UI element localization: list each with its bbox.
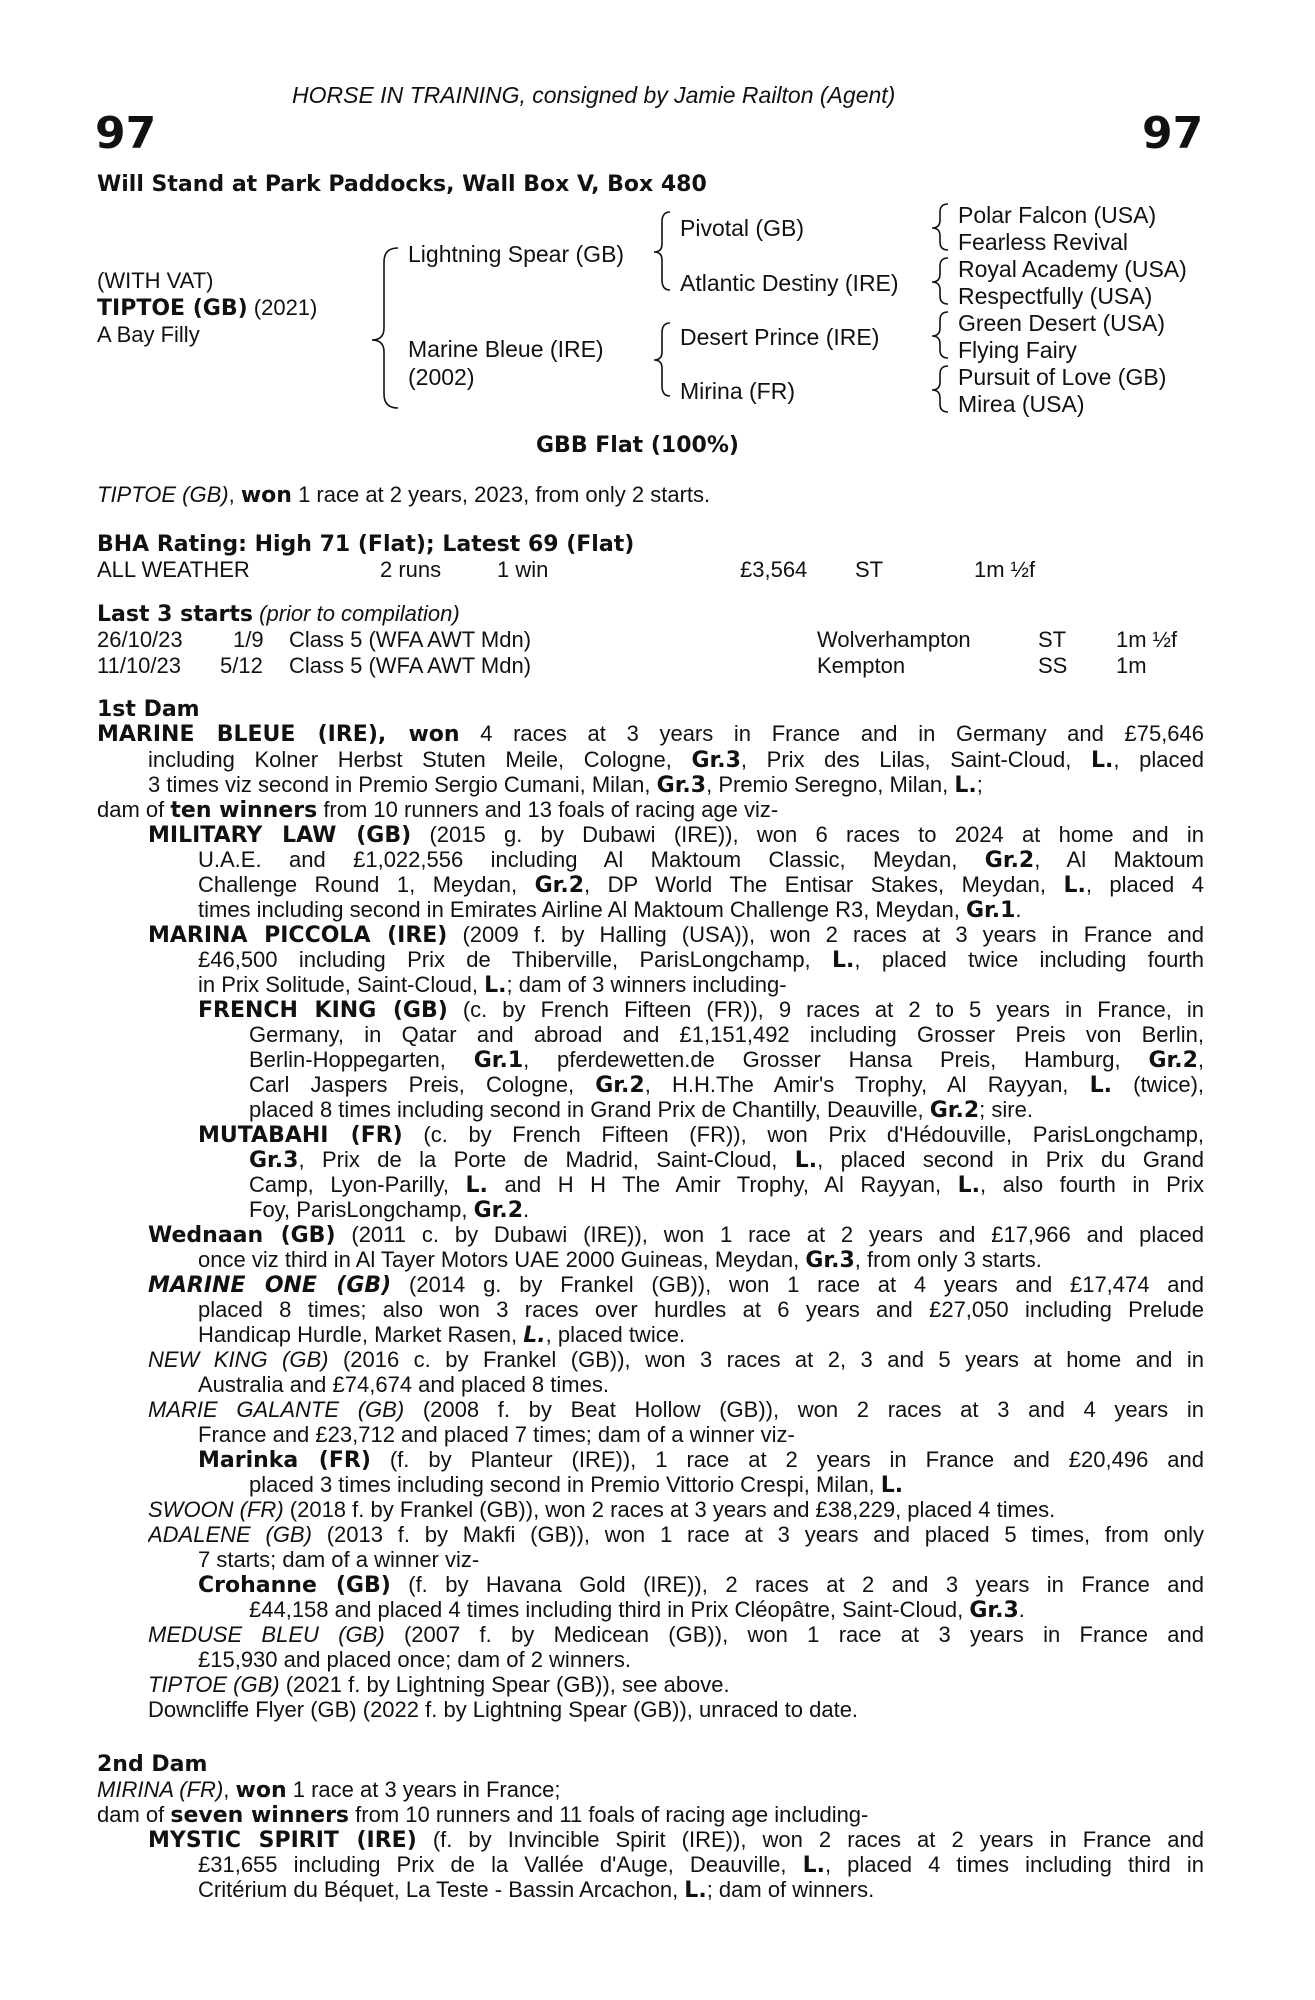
summary-won: won [240,483,292,508]
progeny-line [148,822,1204,848]
progeny-line [198,1122,1204,1148]
progeny-text: (c. by French Fifteen (FR)), 9 races at 2 to 5 years in France, in [447,997,1204,1022]
progeny-text: £44,158 and placed 4 times including third in Prix Cléopâtre, Saint-Cloud, [249,1597,970,1622]
dam-text: , placed [1113,747,1204,772]
progeny-text: (f. by Planteur (IRE)), 1 race at 2 years in France and £20,496 and [370,1447,1204,1472]
winners-count: seven winners [170,1803,350,1828]
last-starts-note: (prior to compilation) [253,601,460,626]
won-label: , won [377,722,460,747]
progeny-name: SWOON (FR) [148,1497,284,1522]
dam-dam: Mirina (FR) [680,378,795,404]
progeny-text: (f. by Havana Gold (IRE)), 2 races at 2 and 3 years in France and [390,1572,1204,1597]
dam-line [97,721,1204,747]
progeny-line [148,1272,1204,1298]
consignor-line: HORSE IN TRAINING, consigned by Jamie Railton (Agent) [292,82,896,108]
progeny-line [198,997,1204,1023]
grade: Gr.3 [691,748,741,773]
dam-text: 4 races at 3 years in France and in Germany and £75,646 [459,721,1204,746]
progeny-text: times including second in Emirates Airline Al Maktoum Challenge R3, Meydan, [198,897,966,922]
progeny-name: Wednaan (GB) [148,1223,336,1248]
dam-text: dam of [97,1802,171,1827]
grade: Gr.2 [1148,1048,1198,1073]
progeny-text: once viz third in Al Tayer Motors UAE 2000 Guineas, Meydan, [198,1247,806,1272]
grade: Gr.1 [965,898,1016,923]
lot-number-right: 97 [1142,108,1204,159]
grandparent-6: Flying Fairy [958,337,1077,363]
progeny-line [148,922,1204,948]
bha-distance: 1m ½f [974,557,1036,582]
progeny-text: Critérium du Béquet, La Teste - Bassin Arcachon, [198,1877,685,1902]
progeny-text: Camp, Lyon-Parilly, [249,1172,466,1197]
progeny-name: ADALENE (GB) [148,1522,312,1547]
listed: L. [880,1473,904,1498]
dam-text: dam of [97,797,171,822]
summary-name: TIPTOE (GB) [97,482,229,507]
progeny-text: . [523,1197,530,1222]
winners-count: ten winners [170,798,318,823]
progeny-text: Challenge Round 1, Meydan, [198,872,535,897]
dam-line [97,1777,561,1803]
progeny-text: , also fourth in Prix [980,1172,1204,1197]
start-course: Wolverhampton [817,627,971,652]
progeny-text: placed 3 times including second in Premio Vittorio Crespi, Milan, [249,1472,881,1497]
progeny-text: and H H The Amir Trophy, Al Rayyan, [487,1172,958,1197]
progeny-name: MILITARY LAW (GB) [148,823,412,848]
progeny-text: Berlin-Hoppegarten, [249,1047,474,1072]
progeny-line [198,972,787,998]
progeny-line [198,1447,1204,1473]
grandparent-4: Respectfully (USA) [958,283,1153,309]
dam-text: 1 race at 3 years in France; [286,1777,561,1802]
grade: Gr.3 [969,1598,1019,1623]
progeny-line: Australia and £74,674 and placed 8 times. [198,1372,609,1397]
progeny-text: (2021 f. by Lightning Spear (GB)), see above. [279,1672,730,1697]
grandparent-8: Mirea (USA) [958,391,1085,417]
progeny-text: ; sire. [979,1097,1033,1122]
progeny-text: (2009 f. by Halling (USA)), won 2 races at 3 years in France and [447,922,1204,947]
dam-name: MARINE BLEUE (IRE) [97,722,378,747]
progeny-line [198,947,1204,973]
second-dam-heading: 2nd Dam [97,1752,208,1777]
progeny-name: MUTABAHI (FR) [198,1123,403,1148]
bha-wins: 1 win [497,557,549,582]
grade: Gr.2 [929,1098,980,1123]
progeny-text: ; dam of winners. [706,1877,875,1902]
progeny-line: France and £23,712 and placed 7 times; dam of a winner viz- [198,1422,795,1447]
progeny-line [198,1572,1204,1598]
bha-going: ST [855,557,884,582]
progeny-line [148,1672,730,1698]
progeny-text: (f. by Invincible Spirit (IRE)), won 2 races at 2 years in France and [416,1827,1204,1852]
dam-text: ; [976,772,983,797]
progeny-text: (2015 g. by Dubawi (IRE)), won 6 races to 2024 at home and in [411,822,1204,847]
progeny-text: , DP World The Entisar Stakes, Meydan, [584,872,1064,897]
start-position: 5/12 [220,653,263,678]
progeny-name: MEDUSE BLEU (GB) [148,1622,385,1647]
progeny-line [148,1522,1204,1548]
progeny-line: £15,930 and placed once; dam of 2 winners. [198,1647,631,1672]
progeny-name: Crohanne (GB) [198,1573,391,1598]
grandparent-3: Royal Academy (USA) [958,256,1187,282]
start-surface: ST [1038,627,1067,652]
progeny-line [198,1852,1204,1878]
grandparent-7: Pursuit of Love (GB) [958,364,1167,390]
bha-surface: ALL WEATHER [97,557,250,582]
progeny-name: MYSTIC SPIRIT (IRE) [148,1828,417,1853]
progeny-line [198,897,1022,923]
start-date: 26/10/23 [97,627,183,652]
progeny-text: , placed twice including fourth [854,947,1204,972]
start-distance: 1m [1116,653,1147,678]
grade: Gr.2 [534,873,584,898]
bha-rating: BHA Rating: High 71 (Flat); Latest 69 (Flat) [97,532,635,557]
progeny-text: Handicap Hurdle, Market Rasen, [198,1322,524,1347]
dam-line [148,772,983,798]
grandparent-1: Polar Falcon (USA) [958,202,1157,228]
start-distance: 1m ½f [1116,627,1178,652]
progeny-text: (2013 f. by Makfi (GB)), won 1 race at 3 years and placed 5 times, from only [311,1522,1204,1547]
listed: L. [1063,873,1086,898]
listed: L. [957,1173,981,1198]
listed: L. [1091,748,1114,773]
dam: Marine Bleue (IRE) [408,336,604,362]
progeny-line [148,1497,1055,1523]
dam-text: , Premio Seregno, Milan, [706,772,955,797]
progeny-line [249,1597,1025,1623]
grade: Gr.3 [805,1248,855,1273]
grade: Gr.3 [249,1148,299,1173]
progeny-text: , pferdewetten.de Grosser Hansa Preis, Hamburg, [523,1047,1149,1072]
progeny-line [249,1147,1204,1173]
progeny-name: MARINE ONE (GB) [148,1273,392,1298]
progeny-name: NEW KING (GB) [148,1347,329,1372]
progeny-line [249,1072,1204,1098]
progeny-text: , [1197,1047,1204,1072]
dam-text: from 10 runners and 11 foals of racing age including- [349,1802,869,1827]
progeny-text: (c. by French Fifteen (FR)), won Prix d'Hédouville, ParisLongchamp, [402,1122,1204,1147]
progeny-name: MARIE GALANTE (GB) [148,1397,405,1422]
listed: L. [484,973,507,998]
progeny-line [148,1622,1204,1648]
progeny-line [148,1222,1204,1248]
progeny-text: (twice), [1111,1072,1204,1097]
listed: L. [832,948,855,973]
listed: L. [954,773,977,798]
grade: Gr.3 [656,773,707,798]
listed: L. [794,1148,818,1173]
progeny-text: , placed second in Prix du Grand [817,1147,1204,1172]
start-class: Class 5 (WFA AWT Mdn) [289,653,532,678]
progeny-text: . [1018,1597,1025,1622]
grade: Gr.2 [984,848,1035,873]
horse-description: A Bay Filly [97,322,200,347]
progeny-line [249,1197,529,1223]
progeny-text: (2008 f. by Beat Hollow (GB)), won 2 races at 3 and 4 years in [404,1397,1204,1422]
sire-dam: Atlantic Destiny (IRE) [680,270,899,296]
last-starts-title: Last 3 starts [97,602,254,627]
progeny-text: Foy, ParisLongchamp, [249,1197,474,1222]
first-dam-heading: 1st Dam [97,697,200,722]
progeny-text: , placed 4 times including third in [824,1852,1204,1877]
progeny-text: £31,655 including Prix de la Vallée d'Auge, Deauville, [198,1852,803,1877]
grade: Gr.2 [595,1073,645,1098]
start-course: Kempton [817,653,906,678]
lot-number-left: 97 [95,108,157,159]
progeny-text: £46,500 including Prix de Thiberville, ParisLongchamp, [198,947,833,972]
progeny-text: , Al Maktoum [1034,847,1204,872]
race-summary: TIPTOE (GB), won 1 race at 2 years, 2023, from only 2 starts. [97,482,711,508]
stand-location: Will Stand at Park Paddocks, Wall Box V, Box 480 [97,172,707,197]
bha-prize: £3,564 [740,557,808,582]
progeny-line [249,1172,1204,1198]
dam-text: , Prix des Lilas, Saint-Cloud, [740,747,1092,772]
progeny-line [198,847,1204,873]
progeny-line [198,1322,685,1348]
won-label: won [235,1778,287,1803]
dam-text: 3 times viz second in Premio Sergio Cumani, Milan, [148,772,657,797]
dam-name: MIRINA (FR) [97,1777,224,1802]
start-class: Class 5 (WFA AWT Mdn) [289,627,532,652]
sire-sire: Pivotal (GB) [680,215,804,241]
bha-runs: 2 runs [380,557,442,582]
progeny-line [198,1877,874,1903]
last-starts-heading [97,601,460,628]
progeny-line [148,1347,1204,1373]
progeny-text: , Prix de la Porte de Madrid, Saint-Cloud, [298,1147,795,1172]
grade: Gr.2 [473,1198,524,1223]
progeny-name: TIPTOE (GB) [148,1672,280,1697]
progeny-text: Carl Jaspers Preis, Cologne, [249,1072,596,1097]
dam-text: including Kolner Herbst Stuten Meile, Cologne, [148,747,692,772]
summary-rest: 1 race at 2 years, 2023, from only 2 starts. [291,482,711,507]
sire: Lightning Spear (GB) [408,241,625,267]
progeny-text: (2016 c. by Frankel (GB)), won 3 races at 2, 3 and 5 years at home and in [328,1347,1204,1372]
dam-line [148,747,1204,773]
progeny-line [148,1397,1204,1423]
progeny-line [249,1047,1204,1073]
grandparent-5: Green Desert (USA) [958,310,1166,336]
dam-line [97,797,778,823]
progeny-text: (2014 g. by Frankel (GB)), won 1 race at 4 years and £17,474 and [391,1272,1204,1297]
progeny-text: (2007 f. by Medicean (GB)), won 1 race at 3 years in France and [384,1622,1204,1647]
progeny-text: , placed twice. [545,1322,686,1347]
progeny-text: ; dam of 3 winners including- [506,972,787,997]
listed: L. [684,1878,707,1903]
progeny-name: Marinka (FR) [198,1448,371,1473]
dam-line [97,1802,868,1828]
dam-text: , [223,1777,236,1802]
progeny-text: (2018 f. by Frankel (GB)), won 2 races at 3 years and £38,229, placed 4 times. [283,1497,1056,1522]
progeny-line [198,1247,1042,1273]
progeny-line [249,1472,903,1498]
dam-sire: Desert Prince (IRE) [680,324,880,350]
progeny-text: U.A.E. and £1,022,556 including Al Maktoum Classic, Meydan, [198,847,985,872]
dam-text: from 10 runners and 13 foals of racing age viz- [317,797,779,822]
grandparent-2: Fearless Revival [958,229,1128,255]
listed: L. [523,1323,546,1348]
progeny-line: placed 8 times; also won 3 races over hurdles at 6 years and £27,050 including Prelude [198,1297,1204,1322]
gbb-label: GBB Flat (100%) [536,433,739,458]
start-date: 11/10/23 [97,653,182,678]
listed: L. [465,1173,488,1198]
progeny-text: , placed 4 [1085,872,1204,897]
progeny-line [148,1827,1204,1853]
progeny-line: 7 starts; dam of a winner viz- [198,1547,480,1572]
progeny-text: in Prix Solitude, Saint-Cloud, [198,972,485,997]
progeny-text: placed 8 times including second in Grand Prix de Chantilly, Deauville, [249,1097,930,1122]
progeny-text: , H.H.The Amir's Trophy, Al Rayyan, [644,1072,1090,1097]
progeny-line [198,872,1204,898]
progeny-name: FRENCH KING (GB) [198,998,448,1023]
listed: L. [802,1853,825,1878]
horse-year: (2021) [247,295,318,320]
vat-note: (WITH VAT) [97,268,214,293]
progeny-line [249,1097,1033,1123]
progeny-line: Germany, in Qatar and abroad and £1,151,492 including Grosser Preis von Berlin, [249,1022,1204,1047]
dam-year: (2002) [408,364,475,390]
progeny-text: (2011 c. by Dubawi (IRE)), won 1 race at 2 years and £17,966 and placed [335,1222,1204,1247]
progeny-text: , from only 3 starts. [854,1247,1042,1272]
progeny-text: . [1015,897,1022,922]
grade: Gr.1 [473,1048,524,1073]
start-position: 1/9 [233,627,264,652]
progeny-name: MARINA PICCOLA (IRE) [148,923,448,948]
listed: L. [1089,1073,1112,1098]
horse-name: TIPTOE (GB) [97,296,248,321]
start-surface: SS [1038,653,1068,678]
progeny-line: Downcliffe Flyer (GB) (2022 f. by Lightning Spear (GB)), unraced to date. [148,1697,859,1722]
